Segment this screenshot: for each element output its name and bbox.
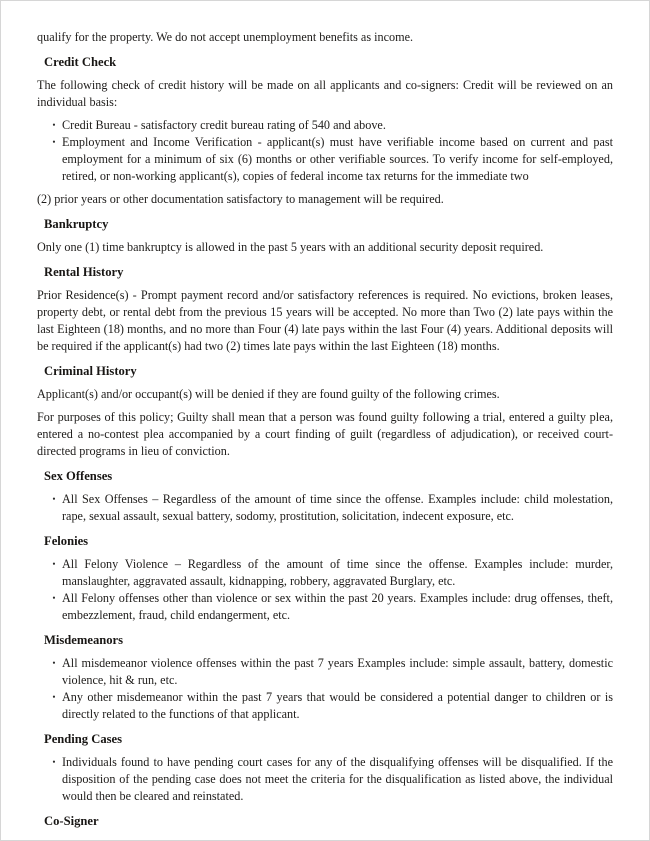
list-item [37, 590, 613, 624]
bullet-icon [49, 655, 59, 673]
paragraph: Only one (1) time bankruptcy is allowed in the past 5 years with an additional security deposit required. [37, 240, 544, 254]
list-item [37, 117, 613, 134]
list-item-text: All Felony offenses other than violence or sex within the past 20 years. Examples include: drug offenses, theft, embezzlement, fraud, child endangerment, etc. [62, 591, 613, 622]
bullet-icon [49, 590, 59, 608]
list-item [37, 134, 613, 185]
list-item-text: All Felony Violence – Regardless of the amount of time since the offense. Examples include: murder, manslaughter, aggravated assault, kidnapping, robbery, aggravated Burglary, etc. [62, 557, 613, 588]
paragraph: Prior Residence(s) - Prompt payment record and/or satisfactory references is required. No evictions, broken leases, property debt, or rental debt from the previous 15 years will be accepted. No more than Two (2) late pays within the last Eighteen (18) months, and no more than Four (4) late pays within the last Four (4) years. Additional deposits will be required if the applicant(s) had two (2) times late pays within the last Eighteen (18) months. [37, 288, 613, 353]
section-heading: Criminal History [44, 364, 137, 378]
list-item-text: Employment and Income Verification - applicant(s) must have verifiable income based on current and past employment for a minimum of six (6) months or other verifiable sources. To verify income for self-employed, retired, or non-working applicant(s), copies of federal income tax returns for the immediate two [62, 135, 613, 183]
paragraph: (2) prior years or other documentation satisfactory to management will be required. [37, 192, 444, 206]
document-content [1, 1, 649, 830]
section-heading: Bankruptcy [44, 217, 109, 231]
paragraph: For purposes of this policy; Guilty shall mean that a person was found guilty following a trial, entered a guilty plea, entered a no-contest plea accompanied by a court finding of guilt (regardless of adjudication), or received court-directed programs in lieu of conviction. [37, 410, 613, 458]
list-item [37, 655, 613, 689]
bullet-list [37, 556, 613, 624]
bullet-list [37, 655, 613, 723]
bullet-icon [49, 689, 59, 707]
list-item-text: All misdemeanor violence offenses within the past 7 years Examples include: simple assault, battery, domestic violence, hit & run, etc. [62, 656, 613, 687]
bullet-icon [49, 491, 59, 509]
list-item [37, 689, 613, 723]
bullet-list [37, 117, 613, 185]
paragraph: Applicant(s) and/or occupant(s) will be denied if they are found guilty of the following crimes. [37, 387, 500, 401]
bullet-list [37, 491, 613, 525]
list-item-text: Any other misdemeanor within the past 7 years that would be considered a potential danger to children or is directly related to the functions of that applicant. [62, 690, 613, 721]
section-heading: Rental History [44, 265, 124, 279]
list-item [37, 491, 613, 525]
list-item-text: Individuals found to have pending court cases for any of the disqualifying offenses will be disqualified. If the disposition of the pending case does not meet the criteria for the disqualification as listed above, the individual would then be cleared and reinstated. [62, 755, 613, 803]
section-heading: Misdemeanors [44, 633, 124, 647]
section-heading: Co-Signer [44, 814, 99, 828]
section-heading: Credit Check [44, 55, 117, 69]
bullet-icon [49, 117, 59, 135]
section-heading: Sex Offenses [44, 469, 113, 483]
section-heading: Pending Cases [44, 732, 123, 746]
paragraph: The following check of credit history will be made on all applicants and co-signers: Credit will be reviewed on an individual basis: [37, 78, 613, 109]
bullet-icon [49, 754, 59, 772]
list-item-text: All Sex Offenses – Regardless of the amount of time since the offense. Examples include: child molestation, rape, sexual assault, sexual battery, sodomy, prostitution, solicitation, indecent exposure, etc. [62, 492, 613, 523]
list-item [37, 754, 613, 805]
bullet-icon [49, 556, 59, 574]
list-item [37, 556, 613, 590]
list-item-text: Credit Bureau - satisfactory credit bureau rating of 540 and above. [62, 118, 386, 132]
bullet-list [37, 754, 613, 805]
paragraph: qualify for the property. We do not accept unemployment benefits as income. [37, 30, 414, 44]
section-heading: Felonies [44, 534, 89, 548]
bullet-icon [49, 134, 59, 152]
